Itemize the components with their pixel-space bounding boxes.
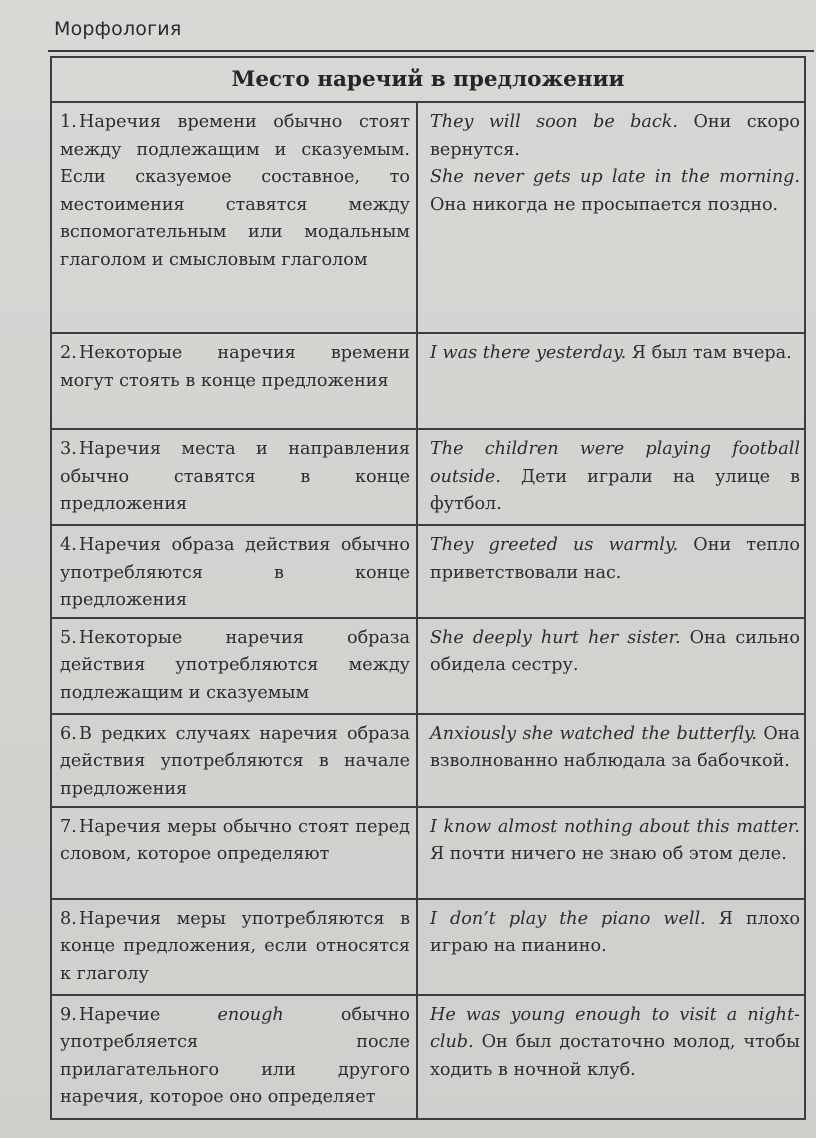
table-row: [51, 618, 805, 714]
rule-number: 6.: [60, 723, 77, 744]
rule-text: Некоторые наречия образа действия употребляются между подлежащим и сказуемым: [60, 627, 410, 703]
rule-text: Наречия меры употребляются в конце предложения, если относятся к глаголу: [60, 908, 410, 984]
table-row: [51, 429, 805, 525]
rule-number: 1.: [60, 112, 77, 132]
example-cell: [417, 525, 805, 618]
rule-cell: [51, 899, 417, 995]
example-russian: Они скоро вернутся.: [430, 112, 801, 160]
rule-cell: [51, 102, 417, 333]
rule-cell: [51, 429, 417, 525]
example-english: The children were playing football outside.: [430, 439, 800, 487]
example-cell: [417, 807, 805, 899]
example-russian: Дети играли на улице в футбол.: [430, 466, 801, 515]
example-cell: [417, 102, 805, 333]
example-english: I don’t play the piano well.: [430, 908, 706, 929]
example-russian: Я плохо играю на пианино.: [430, 908, 801, 957]
example-english: I was there yesterday.: [430, 343, 627, 363]
example-english: They greeted us warmly.: [430, 535, 679, 555]
rule-text: Наречия меры обычно стоят перед словом, которое определяют: [60, 816, 410, 865]
rule-cell: [51, 525, 417, 618]
rule-text: Некоторые наречия времени могут стоять в конце предложения: [60, 343, 410, 391]
example-russian: Она сильно обидела сестру.: [430, 627, 800, 676]
example-cell: [417, 618, 805, 714]
running-header: Морфология: [54, 18, 182, 40]
example-cell: [417, 333, 805, 429]
adverb-position-table: [50, 56, 806, 1120]
rule-text: Наречия места и направления обычно ставятся в конце предложения: [60, 439, 410, 515]
table-row: [51, 102, 805, 333]
table-row: [51, 807, 805, 899]
example-russian: Я почти ничего не знаю об этом деле.: [430, 844, 787, 865]
table-row: [51, 333, 805, 429]
rule-number: 3.: [60, 439, 77, 459]
example-cell: [417, 429, 805, 525]
example-russian: Она взволнованно наблюдала за бабочкой.: [430, 723, 800, 772]
example-english: He was young enough to visit a night-club.: [430, 1004, 800, 1053]
rule-cell: [51, 333, 417, 429]
example-cell: [417, 714, 805, 807]
example-russian: Она никогда не просыпается поздно.: [430, 194, 779, 215]
rule-term: enough: [217, 1004, 284, 1025]
example-russian: Он был достаточно молод, чтобы ходить в ночной клуб.: [430, 1032, 800, 1080]
rule-text-before: Наречие: [79, 1004, 161, 1025]
rule-cell: [51, 807, 417, 899]
rule-number: 2.: [60, 343, 77, 363]
rule-text: Наречия образа действия обычно употребляются в конце предложения: [60, 535, 410, 611]
example-cell: [417, 995, 805, 1119]
table-row: [51, 995, 805, 1119]
table-row: [51, 714, 805, 807]
rule-text-after: обычно употребляется после прилагательного или другого наречия, которое оно определяет: [60, 1004, 410, 1108]
rule-cell: [51, 995, 417, 1119]
example-cell: [417, 899, 805, 995]
example-english: She never gets up late in the morning.: [430, 167, 800, 188]
rule-number: 9.: [60, 1004, 77, 1025]
table-row: [51, 525, 805, 618]
rule-number: 8.: [60, 908, 77, 929]
example-english: She deeply hurt her sister.: [430, 627, 681, 648]
rule-number: 7.: [60, 816, 77, 837]
table-title: Место наречий в предложении: [51, 57, 805, 102]
header-rule: [48, 50, 814, 52]
example-english: Anxiously she watched the butterfly.: [430, 723, 758, 744]
example-english: They will soon be back.: [430, 112, 679, 132]
rule-text: Наречия времени обычно стоят между подлежащим и сказуемым. Если сказуемое составное, то местоимения ставятся между вспомогательным или модальным глаголом и смысловым глаголом: [60, 112, 410, 270]
rule-cell: [51, 618, 417, 714]
example-russian: Они тепло приветствовали нас.: [430, 535, 801, 583]
rule-text: В редких случаях наречия образа действия употребляются в начале предложения: [60, 723, 410, 799]
example-english: I know almost nothing about this matter.: [430, 816, 800, 837]
rule-cell: [51, 714, 417, 807]
rule-number: 5.: [60, 627, 77, 648]
rule-number: 4.: [60, 535, 77, 555]
table-row: [51, 899, 805, 995]
example-russian: Я был там вчера.: [631, 343, 792, 363]
